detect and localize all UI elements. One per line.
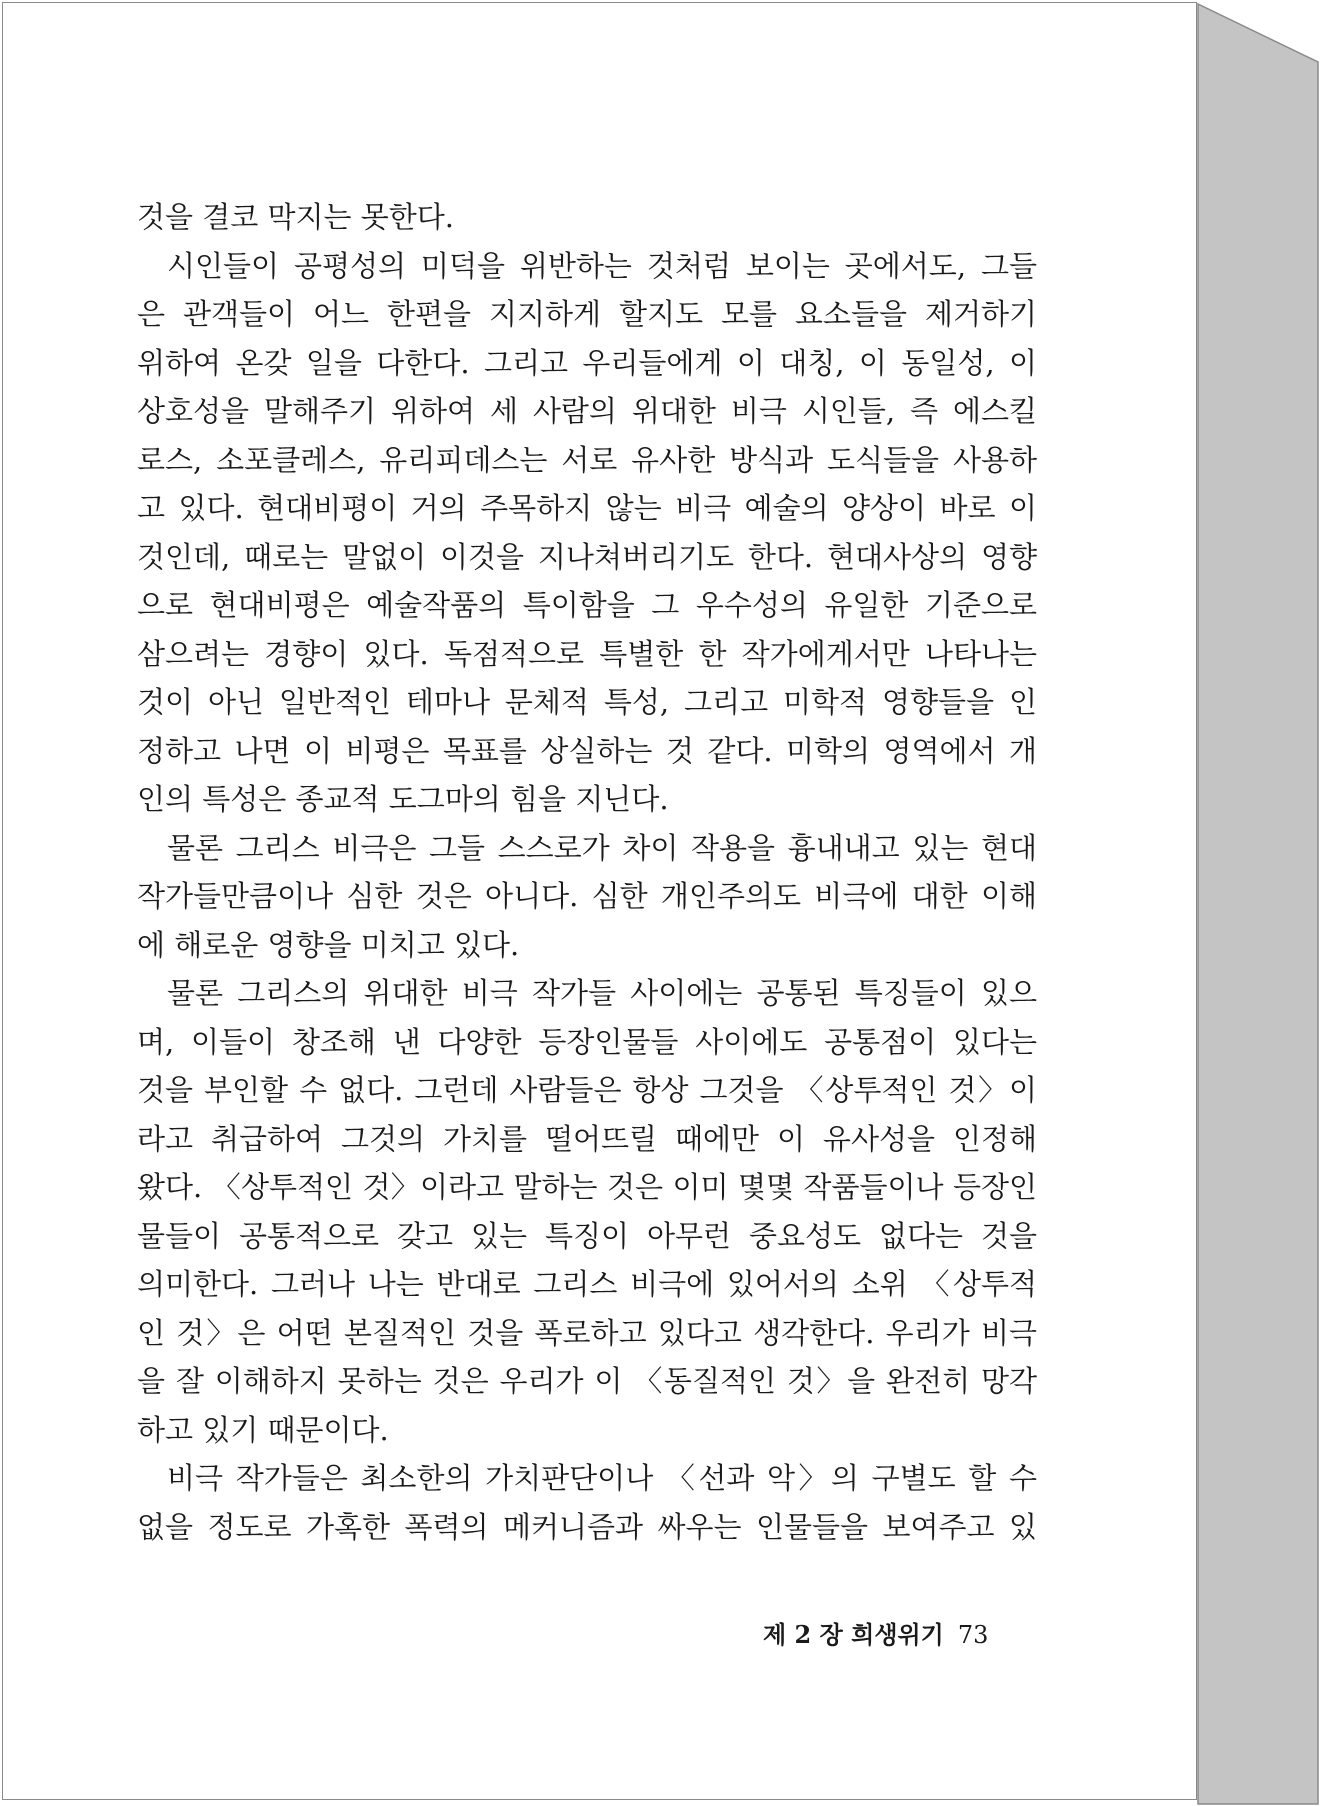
text-line: 작가들만큼이나 심한 것은 아니다. 심한 개인주의도 비극에 대한 이해 xyxy=(137,879,1037,913)
text-line: 인의 특성은 종교적 도그마의 힘을 지닌다. xyxy=(137,782,669,816)
text-line: 물론 그리스의 위대한 비극 작가들 사이에는 공통된 특징들이 있으 xyxy=(167,976,1037,1010)
text-line: 하고 있기 때문이다. xyxy=(137,1412,389,1447)
text-line: 삼으려는 경향이 있다. 독점적으로 특별한 한 작가에게서만 나타나는 xyxy=(137,636,1037,671)
running-footer xyxy=(763,1615,1063,1650)
text-line: 위하여 온갖 일을 다한다. 그리고 우리들에게 이 대칭, 이 동일성, 이 xyxy=(137,345,1037,380)
text-line: 의미한다. 그러나 나는 반대로 그리스 비극에 있어서의 소위 〈상투적 xyxy=(137,1267,1037,1301)
text-line: 정하고 나면 이 비평은 목표를 상실하는 것 같다. 미학의 영역에서 개 xyxy=(137,733,1037,768)
text-line: 것을 부인할 수 없다. 그런데 사람들은 항상 그것을 〈상투적인 것〉이 xyxy=(137,1073,1037,1107)
text-line: 것인데, 때로는 말없이 이것을 지나쳐버리기도 한다. 현대사상의 영향 xyxy=(137,539,1037,574)
text-line: 없을 정도로 가혹한 폭력의 메커니즘과 싸우는 인물들을 보여주고 있 xyxy=(137,1509,1037,1544)
text-line: 비극 작가들은 최소한의 가치판단이나 〈선과 악〉의 구별도 할 수 xyxy=(167,1461,1037,1495)
text-line: 고 있다. 현대비평이 거의 주목하지 않는 비극 예술의 양상이 바로 이 xyxy=(137,491,1037,525)
text-line: 상호성을 말해주기 위하여 세 사람의 위대한 비극 시인들, 즉 에스킬 xyxy=(137,394,1037,428)
text-line: 것이 아닌 일반적인 테마나 문체적 특성, 그리고 미학적 영향들을 인 xyxy=(137,685,1037,719)
text-line: 으로 현대비평은 예술작품의 특이함을 그 우수성의 유일한 기준으로 xyxy=(137,588,1037,622)
text-line: 로스, 소포클레스, 유리피데스는 서로 유사한 방식과 도식들을 사용하 xyxy=(137,442,1037,477)
text-line: 며, 이들이 창조해 낸 다양한 등장인물들 사이에도 공통점이 있다는 xyxy=(137,1024,1037,1059)
text-line: 것을 결코 막지는 못한다. xyxy=(137,200,455,234)
text-line: 라고 취급하여 그것의 가치를 떨어뜨릴 때에만 이 유사성을 인정해 xyxy=(137,1121,1037,1156)
page-number: 73 xyxy=(957,1621,989,1649)
text-line: 은 관객들이 어느 한편을 지지하게 할지도 모를 요소들을 제거하기 xyxy=(137,297,1037,331)
text-line: 왔다. 〈상투적인 것〉이라고 말하는 것은 이미 몇몇 작품들이나 등장인 xyxy=(137,1170,1037,1204)
chapter-title: 제 2 장 희생위기 xyxy=(763,1620,944,1649)
text-line: 에 해로운 영향을 미치고 있다. xyxy=(137,927,520,962)
text-line: 물들이 공통적으로 갖고 있는 특징이 아무런 중요성도 없다는 것을 xyxy=(137,1218,1037,1253)
text-line: 을 잘 이해하지 못하는 것은 우리가 이 〈동질적인 것〉을 완전히 망각 xyxy=(137,1364,1037,1398)
body-text xyxy=(137,193,1037,1551)
text-line: 시인들이 공평성의 미덕을 위반하는 것처럼 보이는 곳에서도, 그들 xyxy=(167,248,1037,283)
text-line: 인 것〉은 어떤 본질적인 것을 폭로하고 있다고 생각한다. 우리가 비극 xyxy=(137,1315,1037,1350)
book-page xyxy=(2,2,1197,1800)
text-line: 물론 그리스 비극은 그들 스스로가 차이 작용을 흉내내고 있는 현대 xyxy=(167,830,1037,865)
